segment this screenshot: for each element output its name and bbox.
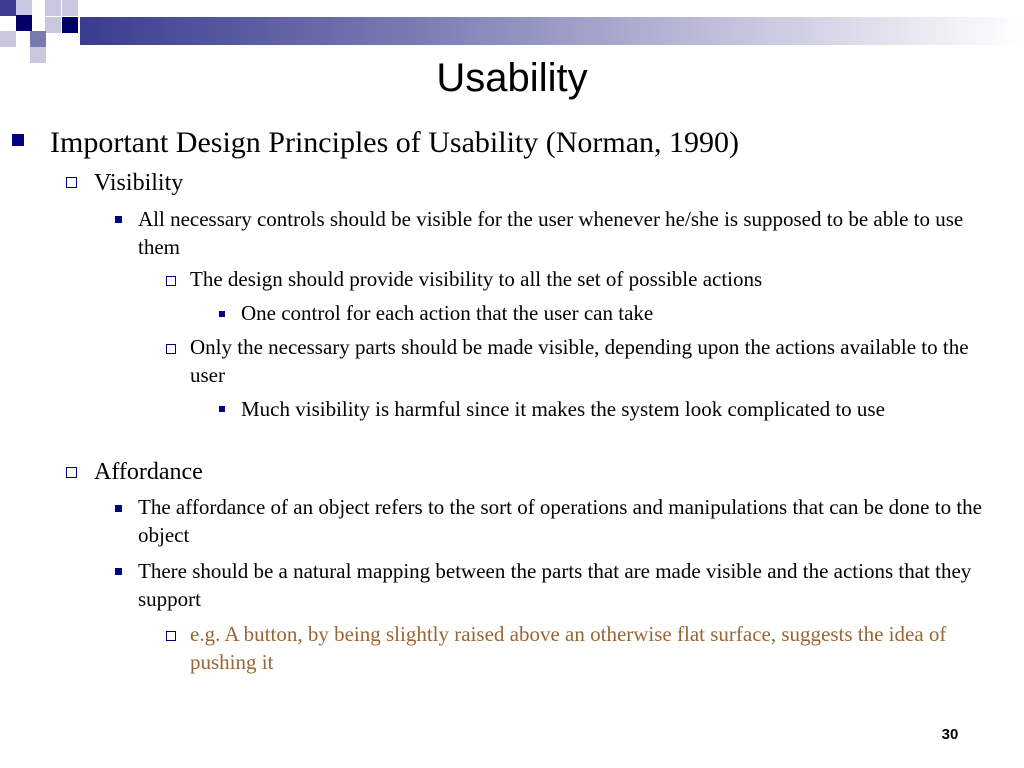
affordance-item-definition: The affordance of an object refers to the sort of operations and manipulations that can be done to the object — [138, 495, 982, 547]
visibility-subsubitem-harmful: Much visibility is harmful since it makes the system look complicated to use — [241, 397, 885, 421]
hollow-square-bullet-icon — [166, 276, 176, 286]
main-heading-bullet: Important Design Principles of Usability (Norman, 1990) — [50, 126, 740, 159]
hollow-square-bullet-icon — [166, 344, 176, 354]
visibility-label: Visibility — [94, 170, 184, 196]
square-bullet-icon — [115, 505, 122, 512]
affordance-example: e.g. A button, by being slightly raised above an otherwise flat surface, suggests the idea of pushing it — [190, 622, 947, 674]
affordance-item-mapping: There should be a natural mapping between the parts that are made visible and the actions that they support — [138, 559, 972, 611]
hollow-square-bullet-icon — [66, 177, 77, 188]
hollow-square-bullet-icon — [66, 467, 77, 478]
square-bullet-icon — [219, 406, 225, 412]
visibility-item-controls: All necessary controls should be visible for the user whenever he/she is supposed to be able to use them — [138, 207, 964, 259]
deco-square — [0, 0, 16, 16]
deco-square — [62, 0, 78, 16]
deco-square — [16, 0, 32, 16]
page-number: 30 — [941, 726, 959, 743]
deco-square — [62, 17, 78, 33]
visibility-subsubitem-control: One control for each action that the user can take — [241, 301, 654, 325]
deco-square — [30, 31, 46, 47]
visibility-subitem-necessary-parts: Only the necessary parts should be made visible, depending upon the actions available to the user — [190, 335, 969, 387]
deco-square — [0, 31, 16, 47]
slide-title: Usability — [436, 56, 588, 100]
visibility-subitem-actions: The design should provide visibility to all the set of possible actions — [190, 267, 763, 291]
square-bullet-icon — [115, 216, 122, 223]
header-gradient-band — [80, 17, 1024, 45]
hollow-square-bullet-icon — [166, 631, 176, 641]
square-bullet-icon — [12, 134, 24, 146]
deco-square — [16, 15, 32, 31]
square-bullet-icon — [219, 311, 225, 317]
affordance-label: Affordance — [94, 459, 203, 485]
deco-square — [45, 0, 61, 16]
deco-square — [45, 17, 61, 33]
square-bullet-icon — [115, 568, 122, 575]
